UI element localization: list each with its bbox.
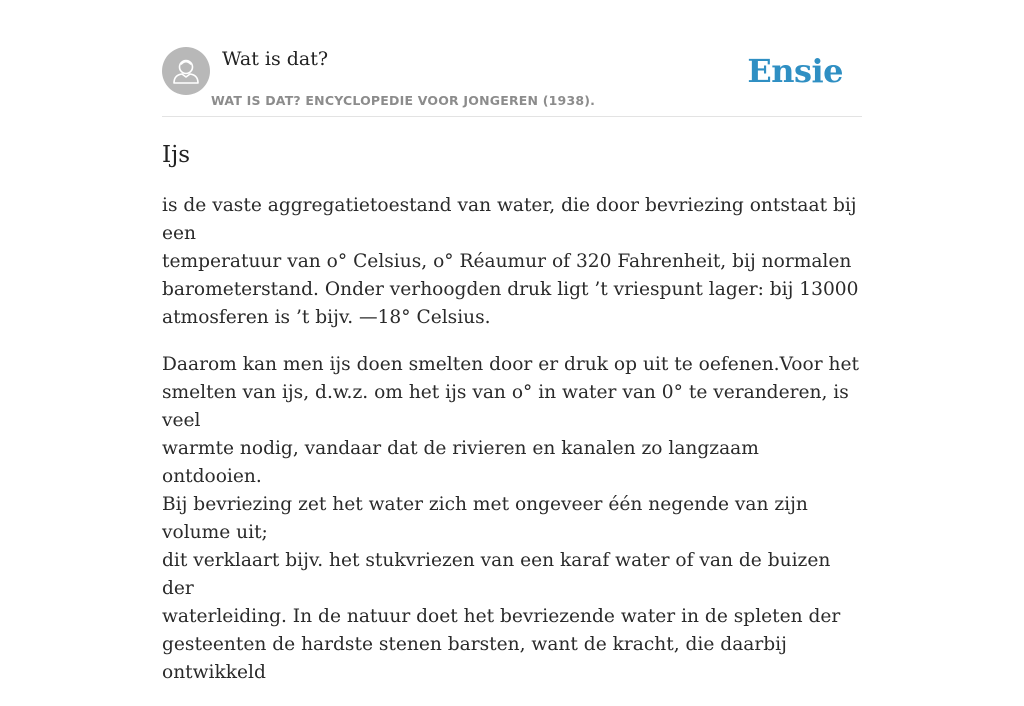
source-subtitle: WAT IS DAT? ENCYCLOPEDIE VOOR JONGEREN (1938). xyxy=(211,93,596,108)
article-paragraph: Daarom kan men ijs doen smelten door er druk op uit te oefenen.Voor het smelten van ijs, d.w.z. om het ijs van o° in water van 0° te veranderen, is veel warmte nodig, vandaar dat de rivieren en kanalen zo langzaam ontdooien. Bij bevriezing zet het water zich met ongeveer één negende van zijn volume uit; dit verklaart bijv. het stukvriezen van een karaf water of van de buizen der waterleiding. In de natuur doet het bevriezende water in de spleten der gesteenten de hardste stenen barsten, want de kracht, die daarbij ontwikkeld xyxy=(162,354,859,683)
source-header xyxy=(162,47,862,117)
article-title: Ijs xyxy=(162,142,191,168)
person-icon xyxy=(162,47,210,95)
ensie-logo-link[interactable]: Ensie xyxy=(747,52,843,90)
article-paragraph: is de vaste aggregatietoestand van water, die door bevriezing ontstaat bij een temperatuur van o° Celsius, o° Réaumur of 320 Fahrenheit, bij normalen barometerstand. Onder verhoogden druk ligt ’t vriespunt lager: bij 13000 atmosferen is ’t bijv. —18° Celsius. xyxy=(162,195,859,328)
avatar[interactable] xyxy=(162,47,210,95)
source-name[interactable]: Wat is dat? xyxy=(222,48,329,70)
article-body xyxy=(162,192,862,706)
